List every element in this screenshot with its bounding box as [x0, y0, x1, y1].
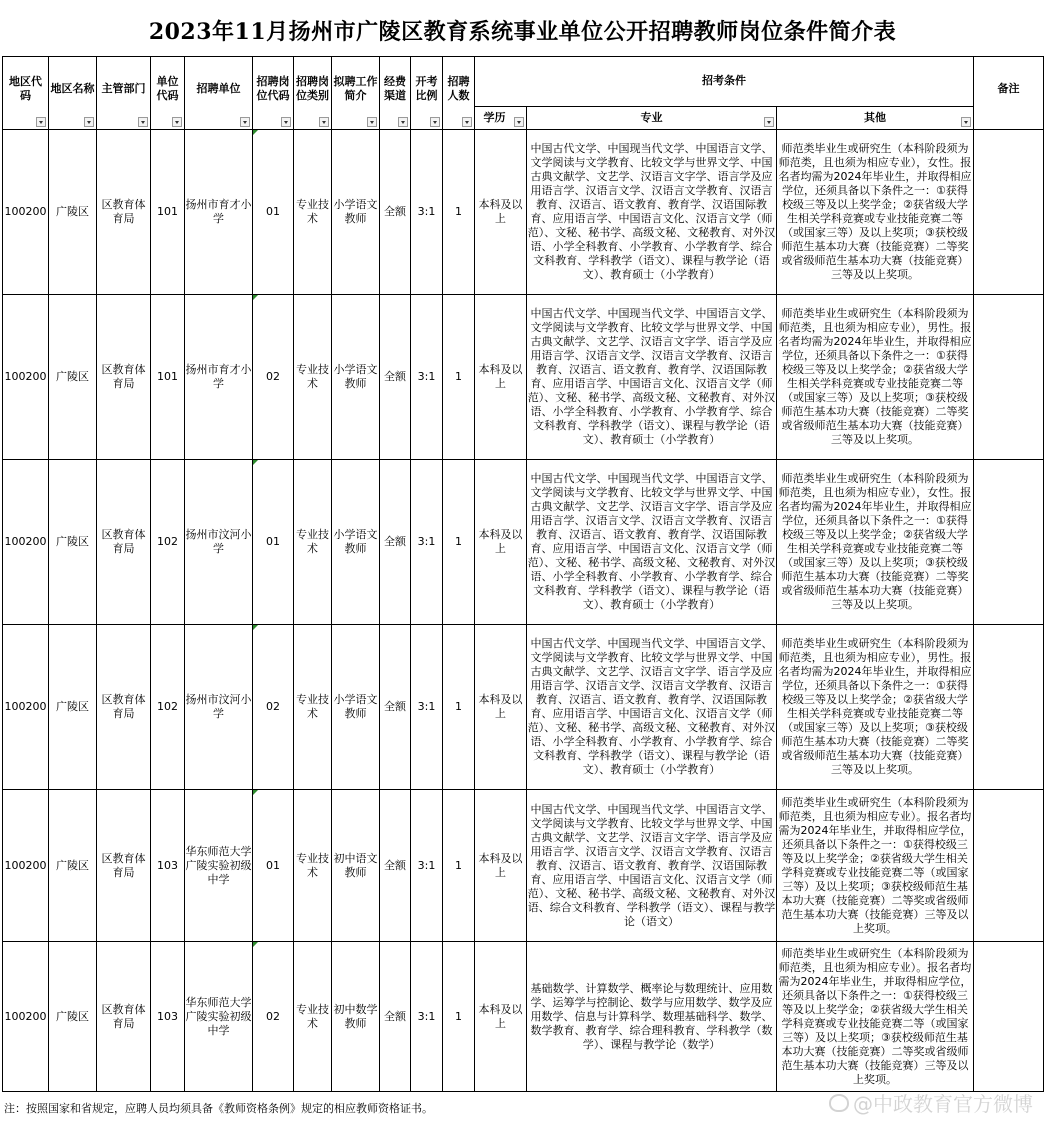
cell-remark [974, 790, 1044, 942]
cell-count: 1 [443, 625, 475, 790]
cell-post-code: 02 [253, 942, 294, 1092]
cell-count: 1 [443, 942, 475, 1092]
cell-ratio: 3:1 [411, 295, 443, 460]
cell-education: 本科及以上 [475, 625, 527, 790]
filter-dropdown-icon[interactable] [462, 117, 472, 127]
cell-dept: 区教育体育局 [97, 295, 151, 460]
cell-area-name: 广陵区 [49, 295, 97, 460]
cell-funding: 全额 [380, 790, 411, 942]
cell-post-code: 01 [253, 130, 294, 295]
cell-major: 中国古代文学、中国现当代文学、中国语言文学、文学阅读与文学教育、比较文学与世界文学、中国古典文献学、文艺学、汉语言文字学、语言学及应用语言学、汉语言文学、汉语言文学教育、汉语言教育、汉语言、语文教育、教育学、汉语国际教育、应用语言学、中国语言文化、汉语言文学（师范）、文秘、秘书学、高级文秘、文秘教育、对外汉语、小学全科教育、小学教育、小学教育学、综合文科教育、学科教学（语文）、课程与教学论（语文）、教育硕士（小学教育） [527, 295, 777, 460]
cell-remark [974, 295, 1044, 460]
cell-area-code: 100200 [3, 942, 49, 1092]
cell-post-type: 专业技术 [294, 942, 332, 1092]
cell-other: 师范类毕业生或研究生（本科阶段须为师范类，且也须为相应专业），男性。报名者均需为2024年毕业生，并取得相应学位，还须具备以下条件之一：①获得校级三等及以上奖学金；②获省级大学生相关学科竞赛或专业技能竞赛二等（或国家三等）及以上奖项；③获校级师范生基本功大赛（技能竞赛）二等奖或省级师范生基本功大赛（技能竞赛）三等及以上奖项。 [777, 295, 974, 460]
filter-dropdown-icon[interactable] [36, 117, 46, 127]
cell-remark [974, 460, 1044, 625]
cell-ratio: 3:1 [411, 130, 443, 295]
filter-dropdown-icon[interactable] [764, 117, 774, 127]
cell-post-desc: 小学语文教师 [332, 625, 380, 790]
watermark-text: @中政教育官方微博 [853, 1092, 1033, 1116]
cell-remark [974, 942, 1044, 1092]
cell-education: 本科及以上 [475, 790, 527, 942]
cell-remark [974, 130, 1044, 295]
cell-unit-code: 102 [151, 625, 185, 790]
cell-post-desc: 小学语文教师 [332, 130, 380, 295]
cell-post-desc: 小学语文教师 [332, 295, 380, 460]
filter-dropdown-icon[interactable] [367, 117, 377, 127]
cell-post-code: 01 [253, 460, 294, 625]
header-unit-code: 单位代码 [151, 57, 185, 130]
cell-post-type: 专业技术 [294, 790, 332, 942]
header-ratio: 开考比例 [411, 57, 443, 130]
cell-area-code: 100200 [3, 625, 49, 790]
recruitment-table [2, 56, 1044, 1092]
cell-count: 1 [443, 460, 475, 625]
cell-funding: 全额 [380, 460, 411, 625]
cell-area-code: 100200 [3, 460, 49, 625]
filter-dropdown-icon[interactable] [430, 117, 440, 127]
cell-ratio: 3:1 [411, 942, 443, 1092]
cell-unit: 扬州市汶河小学 [185, 625, 253, 790]
cell-major: 基础数学、计算数学、概率论与数理统计、应用数学、运筹学与控制论、数学与应用数学、数学及应用数学、信息与计算科学、数理基础科学、数学、数学教育、教育学、综合理科教育、学科教学（数学）、课程与教学论（数学） [527, 942, 777, 1092]
filter-dropdown-icon[interactable] [319, 117, 329, 127]
cell-post-code: 02 [253, 295, 294, 460]
watermark [829, 1088, 1033, 1117]
filter-dropdown-icon[interactable] [138, 117, 148, 127]
cell-count: 1 [443, 130, 475, 295]
table-row [3, 625, 1044, 790]
cell-major: 中国古代文学、中国现当代文学、中国语言文学、文学阅读与文学教育、比较文学与世界文学、中国古典文献学、文艺学、汉语言文字学、语言学及应用语言学、汉语言文学、汉语言文学教育、汉语言教育、汉语言、语文教育、教育学、汉语国际教育、应用语言学、中国语言文化、汉语言文学（师范）、文秘、秘书学、高级文秘、文秘教育、对外汉语、小学全科教育、小学教育、小学教育学、综合文科教育、学科教学（语文）、课程与教学论（语文）、教育硕士（小学教育） [527, 130, 777, 295]
cell-other: 师范类毕业生或研究生（本科阶段须为师范类，且也须为相应专业），女性。报名者均需为2024年毕业生，并取得相应学位，还须具备以下条件之一：①获得校级三等及以上奖学金；②获省级大学生相关学科竞赛或专业技能竞赛二等（或国家三等）及以上奖项；③获校级师范生基本功大赛（技能竞赛）二等奖或省级师范生基本功大赛（技能竞赛）三等及以上奖项。 [777, 460, 974, 625]
cell-area-name: 广陵区 [49, 130, 97, 295]
cell-unit: 扬州市育才小学 [185, 130, 253, 295]
cell-dept: 区教育体育局 [97, 460, 151, 625]
header-post-type: 招聘岗位类别 [294, 57, 332, 130]
header-post-code: 招聘岗位代码 [253, 57, 294, 130]
cell-count: 1 [443, 790, 475, 942]
filter-dropdown-icon[interactable] [514, 117, 524, 127]
cell-remark [974, 625, 1044, 790]
cell-dept: 区教育体育局 [97, 942, 151, 1092]
cell-education: 本科及以上 [475, 295, 527, 460]
header-remark: 备注 [974, 57, 1044, 130]
cell-other: 师范类毕业生或研究生（本科阶段须为师范类，且也须为相应专业），男性。报名者均需为2024年毕业生，并取得相应学位，还须具备以下条件之一：①获得校级三等及以上奖学金；②获省级大学生相关学科竞赛或专业技能竞赛二等（或国家三等）及以上奖项；③获校级师范生基本功大赛（技能竞赛）二等奖或省级师范生基本功大赛（技能竞赛）三等及以上奖项。 [777, 625, 974, 790]
filter-dropdown-icon[interactable] [281, 117, 291, 127]
cell-funding: 全额 [380, 130, 411, 295]
cell-post-type: 专业技术 [294, 130, 332, 295]
table-row [3, 790, 1044, 942]
cell-other: 师范类毕业生或研究生（本科阶段须为师范类，且也须为相应专业）。报名者均需为2024年毕业生，并取得相应学位，还须具备以下条件之一：①获得校级三等及以上奖学金；②获省级大学生相关学科竞赛或专业技能竞赛二等（或国家三等）及以上奖项；③获校级师范生基本功大赛（技能竞赛）二等奖或省级师范生基本功大赛（技能竞赛）三等及以上奖项。 [777, 790, 974, 942]
cell-dept: 区教育体育局 [97, 625, 151, 790]
header-other: 其他 [777, 106, 974, 129]
cell-post-code: 01 [253, 790, 294, 942]
filter-dropdown-icon[interactable] [961, 117, 971, 127]
table-row [3, 295, 1044, 460]
cell-area-name: 广陵区 [49, 790, 97, 942]
header-post-desc: 拟聘工作简介 [332, 57, 380, 130]
cell-post-type: 专业技术 [294, 460, 332, 625]
cell-unit-code: 102 [151, 460, 185, 625]
cell-dept: 区教育体育局 [97, 790, 151, 942]
cell-post-desc: 初中数学教师 [332, 942, 380, 1092]
cell-unit-code: 101 [151, 130, 185, 295]
filter-dropdown-icon[interactable] [240, 117, 250, 127]
cell-area-name: 广陵区 [49, 942, 97, 1092]
cell-area-code: 100200 [3, 130, 49, 295]
cell-unit-code: 103 [151, 942, 185, 1092]
cell-major: 中国古代文学、中国现当代文学、中国语言文学、文学阅读与文学教育、比较文学与世界文学、中国古典文献学、文艺学、汉语言文字学、语言学及应用语言学、汉语言文学、汉语言文学教育、汉语言教育、汉语言、语文教育、教育学、汉语国际教育、应用语言学、中国语言文化、汉语言文学（师范）、文秘、秘书学、高级文秘、文秘教育、对外汉语、小学全科教育、小学教育、小学教育学、综合文科教育、学科教学（语文）、课程与教学论（语文）、教育硕士（小学教育） [527, 460, 777, 625]
header-area-code: 地区代码 [3, 57, 49, 130]
header-unit: 招聘单位 [185, 57, 253, 130]
cell-unit-code: 103 [151, 790, 185, 942]
cell-dept: 区教育体育局 [97, 130, 151, 295]
page-title: 2023年11月扬州市广陵区教育系统事业单位公开招聘教师岗位条件简介表 [148, 18, 897, 45]
cell-unit: 华东师范大学广陵实验初级中学 [185, 790, 253, 942]
table-row [3, 942, 1044, 1092]
cell-education: 本科及以上 [475, 130, 527, 295]
header-dept: 主管部门 [97, 57, 151, 130]
header-count: 招聘人数 [443, 57, 475, 130]
weibo-logo-icon [829, 1094, 849, 1112]
header-conditions: 招考条件 [475, 57, 974, 107]
footnote: 注：按照国家和省规定，应聘人员均须具备《教师资格条例》规定的相应教师资格证书。 [4, 1102, 433, 1115]
cell-other: 师范类毕业生或研究生（本科阶段须为师范类，且也须为相应专业），女性。报名者均需为2024年毕业生，并取得相应学位，还须具备以下条件之一：①获得校级三等及以上奖学金；②获省级大学生相关学科竞赛或专业技能竞赛二等（或国家三等）及以上奖项；③获校级师范生基本功大赛（技能竞赛）二等奖或省级师范生基本功大赛（技能竞赛）三等及以上奖项。 [777, 130, 974, 295]
cell-post-type: 专业技术 [294, 625, 332, 790]
table-row [3, 130, 1044, 295]
filter-dropdown-icon[interactable] [84, 117, 94, 127]
cell-major: 中国古代文学、中国现当代文学、中国语言文学、文学阅读与文学教育、比较文学与世界文学、中国古典文献学、文艺学、汉语言文字学、语言学及应用语言学、汉语言文学、汉语言文学教育、汉语言教育、汉语言、语文教育、教育学、汉语国际教育、应用语言学、中国语言文化、汉语言文学（师范）、文秘、秘书学、高级文秘、文秘教育、对外汉语、小学全科教育、小学教育、小学教育学、综合文科教育、学科教学（语文）、课程与教学论（语文）、教育硕士（小学教育） [527, 625, 777, 790]
cell-other: 师范类毕业生或研究生（本科阶段须为师范类，且也须为相应专业）。报名者均需为2024年毕业生，并取得相应学位，还须具备以下条件之一：①获得校级三等及以上奖学金；②获省级大学生相关学科竞赛或专业技能竞赛二等（或国家三等）及以上奖项；③获校级师范生基本功大赛（技能竞赛）二等奖或省级师范生基本功大赛（技能竞赛）三等及以上奖项。 [777, 942, 974, 1092]
header-area-name: 地区名称 [49, 57, 97, 130]
cell-area-code: 100200 [3, 295, 49, 460]
cell-post-desc: 小学语文教师 [332, 460, 380, 625]
cell-unit: 华东师范大学广陵实验初级中学 [185, 942, 253, 1092]
cell-post-desc: 初中语文教师 [332, 790, 380, 942]
cell-ratio: 3:1 [411, 625, 443, 790]
header-education: 学历 [475, 106, 527, 129]
cell-area-name: 广陵区 [49, 460, 97, 625]
cell-major: 中国古代文学、中国现当代文学、中国语言文学、文学阅读与文学教育、比较文学与世界文学、中国古典文献学、文艺学、汉语言文字学、语言学及应用语言学、汉语言文学、汉语言文学教育、汉语言教育、汉语言、语文教育、教育学、汉语国际教育、应用语言学、中国语言文化、汉语言文学（师范）、文秘、秘书学、高级文秘、文秘教育、对外汉语、综合文科教育、学科教学（语文）、课程与教学论（语文） [527, 790, 777, 942]
cell-education: 本科及以上 [475, 460, 527, 625]
cell-unit: 扬州市育才小学 [185, 295, 253, 460]
header-major: 专业 [527, 106, 777, 129]
cell-count: 1 [443, 295, 475, 460]
cell-funding: 全额 [380, 295, 411, 460]
cell-post-type: 专业技术 [294, 295, 332, 460]
cell-area-name: 广陵区 [49, 625, 97, 790]
table-row [3, 460, 1044, 625]
cell-ratio: 3:1 [411, 460, 443, 625]
cell-funding: 全额 [380, 942, 411, 1092]
filter-dropdown-icon[interactable] [172, 117, 182, 127]
cell-funding: 全额 [380, 625, 411, 790]
cell-ratio: 3:1 [411, 790, 443, 942]
header-funding: 经费渠道 [380, 57, 411, 130]
cell-unit-code: 101 [151, 295, 185, 460]
filter-dropdown-icon[interactable] [398, 117, 408, 127]
cell-education: 本科及以上 [475, 942, 527, 1092]
cell-post-code: 02 [253, 625, 294, 790]
cell-area-code: 100200 [3, 790, 49, 942]
cell-unit: 扬州市汶河小学 [185, 460, 253, 625]
